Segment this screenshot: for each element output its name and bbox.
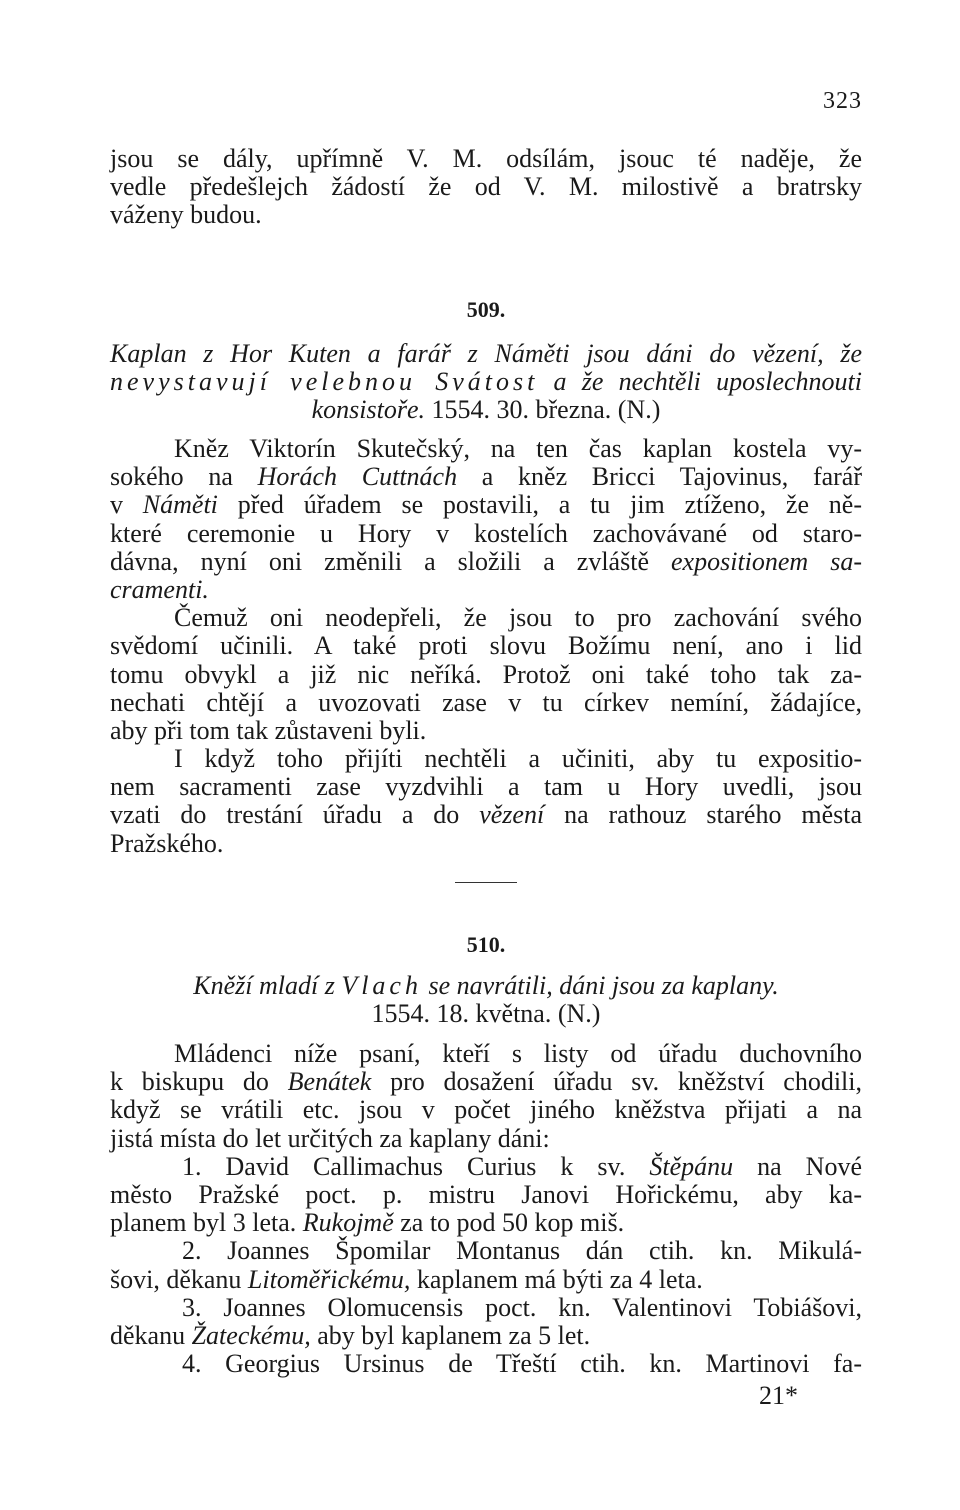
text-line: Mládenci níže psaní, kteří s listy od úřadu duchovního xyxy=(174,1039,862,1068)
text: za to pod 50 kop miš. xyxy=(393,1208,625,1238)
entry-509-heading xyxy=(110,340,862,425)
text: sokého na xyxy=(110,462,258,492)
entry-510-body xyxy=(110,1040,862,1378)
text-line: když se vrátili etc. jsou v počet jiného kněžstva přijati a na xyxy=(110,1095,862,1125)
place-name: Žateckému, xyxy=(191,1320,311,1350)
text: aby byl kaplanem za 5 let. xyxy=(310,1320,591,1350)
text: dávna, nyní oni změnili a složili a zvláště xyxy=(110,546,672,576)
date-text: 1554. 30. března. (N.) xyxy=(425,395,661,425)
text-line: váženy budou. xyxy=(110,200,262,230)
text-line: nem sacramenti zase vyzdvihli a tam u Hory uvedli, jsou xyxy=(110,772,862,802)
text: 1. David Callimachus Curius k sv. xyxy=(182,1151,650,1181)
text-line: jistá místa do let určitých za kaplany dáni: xyxy=(110,1123,550,1153)
place-name: Horách Cuttnách xyxy=(257,462,458,492)
latin-term: expositionem sa- xyxy=(671,546,863,576)
heading-text: Kněží mladí z xyxy=(193,971,342,1000)
text-line xyxy=(110,491,862,519)
text: šovi, děkanu xyxy=(110,1264,248,1294)
page-number: 323 xyxy=(823,88,862,114)
text-line: tomu obvykl a již nic neříká. Protož oni také toho tak za- xyxy=(110,659,862,689)
list-item: 3. Joannes Olomucensis poct. kn. Valentinovi Tobiášovi, xyxy=(182,1292,862,1322)
text-line: Čemuž oni neodepřeli, že jsou to pro zachování svého xyxy=(174,603,862,633)
text-line xyxy=(110,1322,862,1350)
entry-number-509: 509. xyxy=(466,297,506,322)
list-item: 4. Georgius Ursinus de Třeští ctih. kn. Martinovi fa- xyxy=(182,1349,862,1379)
spaced-text: Vlach xyxy=(341,971,422,1000)
text-line: Kněz Viktorín Skutečský, na ten čas kaplan kostela vy- xyxy=(174,434,862,463)
spaced-text: nevystavují velebnou Svátost xyxy=(110,367,539,397)
heading-line: Kaplan z Hor Kuten a farář z Náměti jsou dáni do vězení, že xyxy=(110,339,862,368)
text: na Nové xyxy=(733,1151,863,1181)
emphasis: vězení xyxy=(479,800,545,830)
text: pro dosažení úřadu sv. kněžství chodili, xyxy=(371,1067,863,1097)
heading-line xyxy=(110,396,862,424)
text-line xyxy=(110,1068,862,1096)
date-line: 1554. 18. května. (N.) xyxy=(371,999,601,1029)
text-line: aby při tom tak zůstaveni byli. xyxy=(110,715,427,745)
signature-mark: 21* xyxy=(759,1381,798,1410)
place-name: Litoměřickému, xyxy=(247,1264,411,1294)
text: k biskupu do xyxy=(110,1067,288,1097)
text-line: které ceremonie u Hory v kostelích zachovávané od staro- xyxy=(110,518,862,548)
text: a kněz Bricci Tajovinus, farář xyxy=(457,462,862,492)
heading-text: a že nechtěli uposlechnouti xyxy=(538,367,862,397)
heading-text: konsistoře. xyxy=(311,395,425,425)
section-separator xyxy=(455,882,517,883)
text: děkanu xyxy=(110,1320,192,1350)
saint-name: Štěpánu xyxy=(649,1151,734,1181)
text: kaplanem má býti za 4 leta. xyxy=(410,1264,703,1294)
place-name: Benátek xyxy=(287,1067,372,1097)
list-item: 2. Joannes Špomilar Montanus dán ctih. kn. Mikulá- xyxy=(182,1236,862,1266)
text-line: cramenti. xyxy=(110,574,209,604)
heading-text: se navrátili, dáni jsou za kaplany. xyxy=(421,971,779,1000)
text-line: Pražského. xyxy=(110,828,224,858)
text-line: nechati chtějí a uvozovati zase v tu církev nemíní, žádajíce, xyxy=(110,687,862,717)
page xyxy=(110,0,862,1510)
place-name: Náměti xyxy=(142,490,218,520)
text-line: I když toho přijíti nechtěli a učiniti, aby tu expositio- xyxy=(174,744,862,774)
entry-509-body xyxy=(110,435,862,858)
text: vzati do trestání úřadu a do xyxy=(110,800,480,830)
text: planem byl 3 leta. xyxy=(110,1208,303,1238)
text-line xyxy=(110,1209,862,1237)
text-line: vedle předešlejch žádostí že od V. M. milostivě a bratrsky xyxy=(110,172,862,202)
entry-number-510: 510. xyxy=(466,932,506,957)
heading-line xyxy=(110,368,862,396)
text: před úřadem se postavili, a tu jim ztíženo, že ně- xyxy=(217,490,862,520)
emphasis: Rukojmě xyxy=(302,1208,394,1238)
text-line: svědomí učinili. A také proti slovu Božímu není, ano i lid xyxy=(110,631,862,661)
text: na rathouz starého města xyxy=(544,800,862,830)
entry-510-heading xyxy=(110,972,862,1028)
text-line: město Pražské poct. p. mistru Janovi Hořickému, aby ka- xyxy=(110,1179,862,1209)
text-line xyxy=(110,1266,862,1294)
text: v xyxy=(110,490,143,520)
list-item xyxy=(110,1153,862,1181)
intro-paragraph xyxy=(110,145,862,230)
text-line xyxy=(110,801,862,829)
text-line xyxy=(110,463,862,491)
heading-line xyxy=(110,972,862,1000)
text-line: jsou se dály, upřímně V. M. odsílám, jsouc té naděje, že xyxy=(110,144,862,173)
text-line xyxy=(110,548,862,576)
